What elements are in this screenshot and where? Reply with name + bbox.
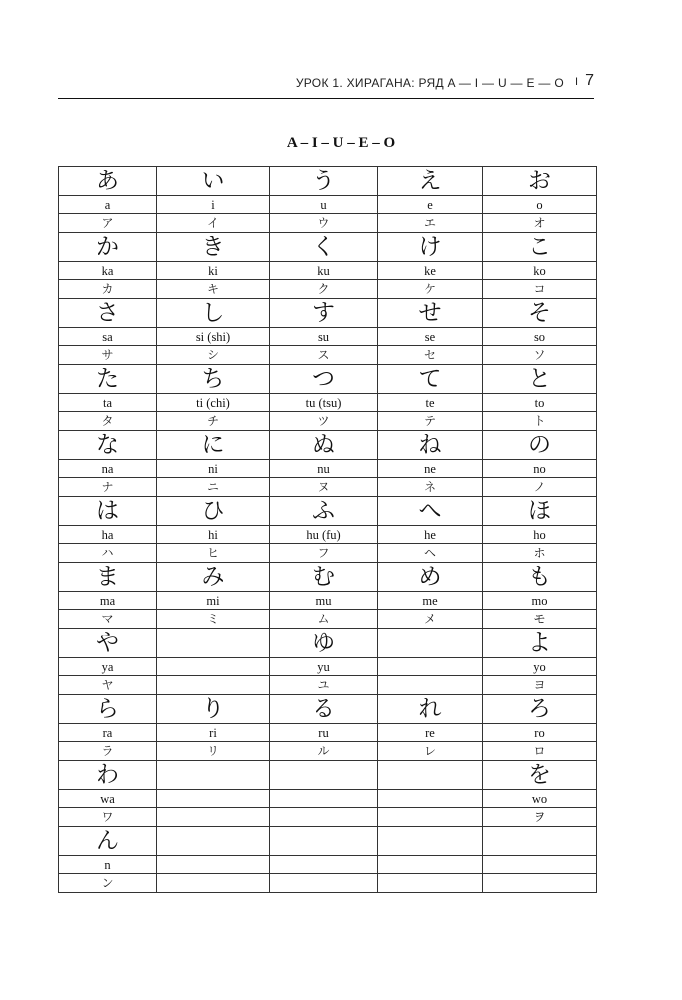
- katakana-cell: [378, 808, 483, 827]
- romaji-cell: ya: [59, 658, 157, 676]
- table-row: [59, 790, 597, 808]
- table-row: [59, 280, 597, 299]
- katakana-cell: [157, 676, 270, 695]
- table-row: [59, 629, 597, 658]
- hiragana-cell: に: [157, 431, 270, 460]
- romaji-cell: i: [157, 196, 270, 214]
- katakana-cell: ヒ: [157, 544, 270, 563]
- hiragana-cell: む: [270, 563, 378, 592]
- hiragana-cell: く: [270, 233, 378, 262]
- katakana-cell: メ: [378, 610, 483, 629]
- katakana-cell: ス: [270, 346, 378, 365]
- hiragana-cell: え: [378, 167, 483, 196]
- katakana-cell: イ: [157, 214, 270, 233]
- table-row: [59, 658, 597, 676]
- hiragana-cell: を: [483, 761, 597, 790]
- romaji-cell: mi: [157, 592, 270, 610]
- katakana-cell: ホ: [483, 544, 597, 563]
- page-number: 7: [585, 72, 594, 89]
- table-row: [59, 167, 597, 196]
- romaji-cell: e: [378, 196, 483, 214]
- romaji-cell: sa: [59, 328, 157, 346]
- table-row: [59, 412, 597, 431]
- hiragana-cell: や: [59, 629, 157, 658]
- table-row: [59, 874, 597, 893]
- romaji-cell: ke: [378, 262, 483, 280]
- hiragana-cell: ね: [378, 431, 483, 460]
- romaji-cell: ha: [59, 526, 157, 544]
- romaji-cell: to: [483, 394, 597, 412]
- hiragana-cell: [157, 629, 270, 658]
- hiragana-cell: ぬ: [270, 431, 378, 460]
- table-row: [59, 233, 597, 262]
- romaji-cell: wo: [483, 790, 597, 808]
- romaji-cell: ri: [157, 724, 270, 742]
- hiragana-cell: つ: [270, 365, 378, 394]
- hiragana-cell: [378, 629, 483, 658]
- hiragana-cell: ん: [59, 827, 157, 856]
- romaji-cell: su: [270, 328, 378, 346]
- katakana-cell: ユ: [270, 676, 378, 695]
- katakana-cell: ノ: [483, 478, 597, 497]
- romaji-cell: n: [59, 856, 157, 874]
- romaji-cell: [270, 856, 378, 874]
- hiragana-cell: ほ: [483, 497, 597, 526]
- hiragana-cell: け: [378, 233, 483, 262]
- katakana-cell: セ: [378, 346, 483, 365]
- katakana-cell: ヲ: [483, 808, 597, 827]
- romaji-cell: [378, 658, 483, 676]
- table-title: A – I – U – E – O: [286, 135, 396, 151]
- katakana-cell: ヤ: [59, 676, 157, 695]
- romaji-cell: hu (fu): [270, 526, 378, 544]
- katakana-cell: ナ: [59, 478, 157, 497]
- katakana-cell: ハ: [59, 544, 157, 563]
- hiragana-cell: ら: [59, 695, 157, 724]
- romaji-cell: [270, 790, 378, 808]
- romaji-cell: hi: [157, 526, 270, 544]
- romaji-cell: ru: [270, 724, 378, 742]
- hiragana-cell: さ: [59, 299, 157, 328]
- hiragana-cell: [157, 827, 270, 856]
- hiragana-cell: め: [378, 563, 483, 592]
- hiragana-cell: す: [270, 299, 378, 328]
- romaji-cell: mu: [270, 592, 378, 610]
- romaji-cell: so: [483, 328, 597, 346]
- katakana-cell: レ: [378, 742, 483, 761]
- hiragana-cell: う: [270, 167, 378, 196]
- hiragana-cell: わ: [59, 761, 157, 790]
- romaji-cell: ta: [59, 394, 157, 412]
- katakana-cell: ヨ: [483, 676, 597, 695]
- table-row: [59, 676, 597, 695]
- katakana-cell: ラ: [59, 742, 157, 761]
- hiragana-cell: い: [157, 167, 270, 196]
- romaji-cell: ka: [59, 262, 157, 280]
- katakana-cell: ン: [59, 874, 157, 893]
- hiragana-cell: る: [270, 695, 378, 724]
- katakana-cell: ル: [270, 742, 378, 761]
- hiragana-cell: [378, 761, 483, 790]
- table-row: [59, 299, 597, 328]
- katakana-cell: モ: [483, 610, 597, 629]
- table-row: [59, 544, 597, 563]
- katakana-cell: ワ: [59, 808, 157, 827]
- hiragana-cell: て: [378, 365, 483, 394]
- table-row: [59, 262, 597, 280]
- romaji-cell: te: [378, 394, 483, 412]
- romaji-cell: [483, 856, 597, 874]
- table-row: [59, 856, 597, 874]
- katakana-cell: ウ: [270, 214, 378, 233]
- hiragana-cell: な: [59, 431, 157, 460]
- romaji-cell: ma: [59, 592, 157, 610]
- katakana-cell: リ: [157, 742, 270, 761]
- romaji-cell: ni: [157, 460, 270, 478]
- hiragana-cell: [270, 827, 378, 856]
- running-title: УРОК 1. ХИРАГАНА: РЯД A — I — U — E — O: [295, 76, 564, 90]
- romaji-cell: ra: [59, 724, 157, 742]
- table-row: [59, 214, 597, 233]
- romaji-cell: se: [378, 328, 483, 346]
- katakana-cell: チ: [157, 412, 270, 431]
- katakana-cell: [270, 808, 378, 827]
- romaji-cell: ro: [483, 724, 597, 742]
- hiragana-cell: [483, 827, 597, 856]
- table-row: [59, 497, 597, 526]
- katakana-cell: ト: [483, 412, 597, 431]
- hiragana-cell: [378, 827, 483, 856]
- hiragana-cell: あ: [59, 167, 157, 196]
- romaji-cell: o: [483, 196, 597, 214]
- table-row: [59, 460, 597, 478]
- katakana-cell: [270, 874, 378, 893]
- romaji-cell: yo: [483, 658, 597, 676]
- hiragana-cell: へ: [378, 497, 483, 526]
- hiragana-cell: ろ: [483, 695, 597, 724]
- hiragana-cell: お: [483, 167, 597, 196]
- katakana-cell: ケ: [378, 280, 483, 299]
- katakana-cell: サ: [59, 346, 157, 365]
- table-row: [59, 346, 597, 365]
- romaji-cell: yu: [270, 658, 378, 676]
- katakana-cell: タ: [59, 412, 157, 431]
- hiragana-cell: ゆ: [270, 629, 378, 658]
- hiragana-cell: と: [483, 365, 597, 394]
- katakana-cell: [378, 874, 483, 893]
- romaji-cell: tu (tsu): [270, 394, 378, 412]
- hiragana-cell: も: [483, 563, 597, 592]
- romaji-cell: [378, 790, 483, 808]
- page-header: [58, 72, 594, 99]
- katakana-cell: ヘ: [378, 544, 483, 563]
- katakana-cell: オ: [483, 214, 597, 233]
- hiragana-cell: は: [59, 497, 157, 526]
- romaji-cell: ti (chi): [157, 394, 270, 412]
- table-row: [59, 563, 597, 592]
- katakana-cell: ネ: [378, 478, 483, 497]
- romaji-cell: ko: [483, 262, 597, 280]
- hiragana-cell: れ: [378, 695, 483, 724]
- katakana-cell: [157, 874, 270, 893]
- katakana-cell: ム: [270, 610, 378, 629]
- katakana-cell: [483, 874, 597, 893]
- table-row: [59, 827, 597, 856]
- romaji-cell: no: [483, 460, 597, 478]
- romaji-cell: u: [270, 196, 378, 214]
- table-row: [59, 394, 597, 412]
- table-row: [59, 761, 597, 790]
- katakana-cell: ア: [59, 214, 157, 233]
- table-row: [59, 695, 597, 724]
- kana-table: [58, 166, 597, 893]
- table-row: [59, 610, 597, 629]
- romaji-cell: me: [378, 592, 483, 610]
- hiragana-cell: し: [157, 299, 270, 328]
- katakana-cell: ク: [270, 280, 378, 299]
- katakana-cell: カ: [59, 280, 157, 299]
- table-row: [59, 328, 597, 346]
- hiragana-cell: ふ: [270, 497, 378, 526]
- romaji-cell: wa: [59, 790, 157, 808]
- katakana-cell: マ: [59, 610, 157, 629]
- katakana-cell: ニ: [157, 478, 270, 497]
- katakana-cell: テ: [378, 412, 483, 431]
- table-row: [59, 196, 597, 214]
- romaji-cell: [378, 856, 483, 874]
- romaji-cell: re: [378, 724, 483, 742]
- katakana-cell: ヌ: [270, 478, 378, 497]
- hiragana-cell: た: [59, 365, 157, 394]
- hiragana-cell: き: [157, 233, 270, 262]
- table-row: [59, 431, 597, 460]
- romaji-cell: mo: [483, 592, 597, 610]
- hiragana-cell: ひ: [157, 497, 270, 526]
- romaji-cell: ho: [483, 526, 597, 544]
- table-row: [59, 478, 597, 497]
- hiragana-cell: ま: [59, 563, 157, 592]
- katakana-cell: [378, 676, 483, 695]
- katakana-cell: フ: [270, 544, 378, 563]
- hiragana-cell: り: [157, 695, 270, 724]
- hiragana-cell: [157, 761, 270, 790]
- hiragana-cell: よ: [483, 629, 597, 658]
- romaji-cell: a: [59, 196, 157, 214]
- romaji-cell: nu: [270, 460, 378, 478]
- table-row: [59, 742, 597, 761]
- romaji-cell: si (shi): [157, 328, 270, 346]
- hiragana-cell: か: [59, 233, 157, 262]
- katakana-cell: キ: [157, 280, 270, 299]
- table-row: [59, 592, 597, 610]
- hiragana-cell: [270, 761, 378, 790]
- romaji-cell: ne: [378, 460, 483, 478]
- romaji-cell: [157, 856, 270, 874]
- katakana-cell: ロ: [483, 742, 597, 761]
- romaji-cell: ki: [157, 262, 270, 280]
- hiragana-cell: み: [157, 563, 270, 592]
- hiragana-cell: せ: [378, 299, 483, 328]
- romaji-cell: ku: [270, 262, 378, 280]
- table-row: [59, 365, 597, 394]
- katakana-cell: シ: [157, 346, 270, 365]
- hiragana-cell: ち: [157, 365, 270, 394]
- hiragana-cell: こ: [483, 233, 597, 262]
- katakana-cell: ソ: [483, 346, 597, 365]
- table-row: [59, 526, 597, 544]
- katakana-cell: エ: [378, 214, 483, 233]
- katakana-cell: コ: [483, 280, 597, 299]
- katakana-cell: [157, 808, 270, 827]
- table-row: [59, 724, 597, 742]
- romaji-cell: [157, 790, 270, 808]
- katakana-cell: ツ: [270, 412, 378, 431]
- katakana-cell: ミ: [157, 610, 270, 629]
- table-row: [59, 808, 597, 827]
- hiragana-cell: そ: [483, 299, 597, 328]
- header-separator: I: [574, 76, 578, 88]
- romaji-cell: he: [378, 526, 483, 544]
- romaji-cell: na: [59, 460, 157, 478]
- hiragana-cell: の: [483, 431, 597, 460]
- romaji-cell: [157, 658, 270, 676]
